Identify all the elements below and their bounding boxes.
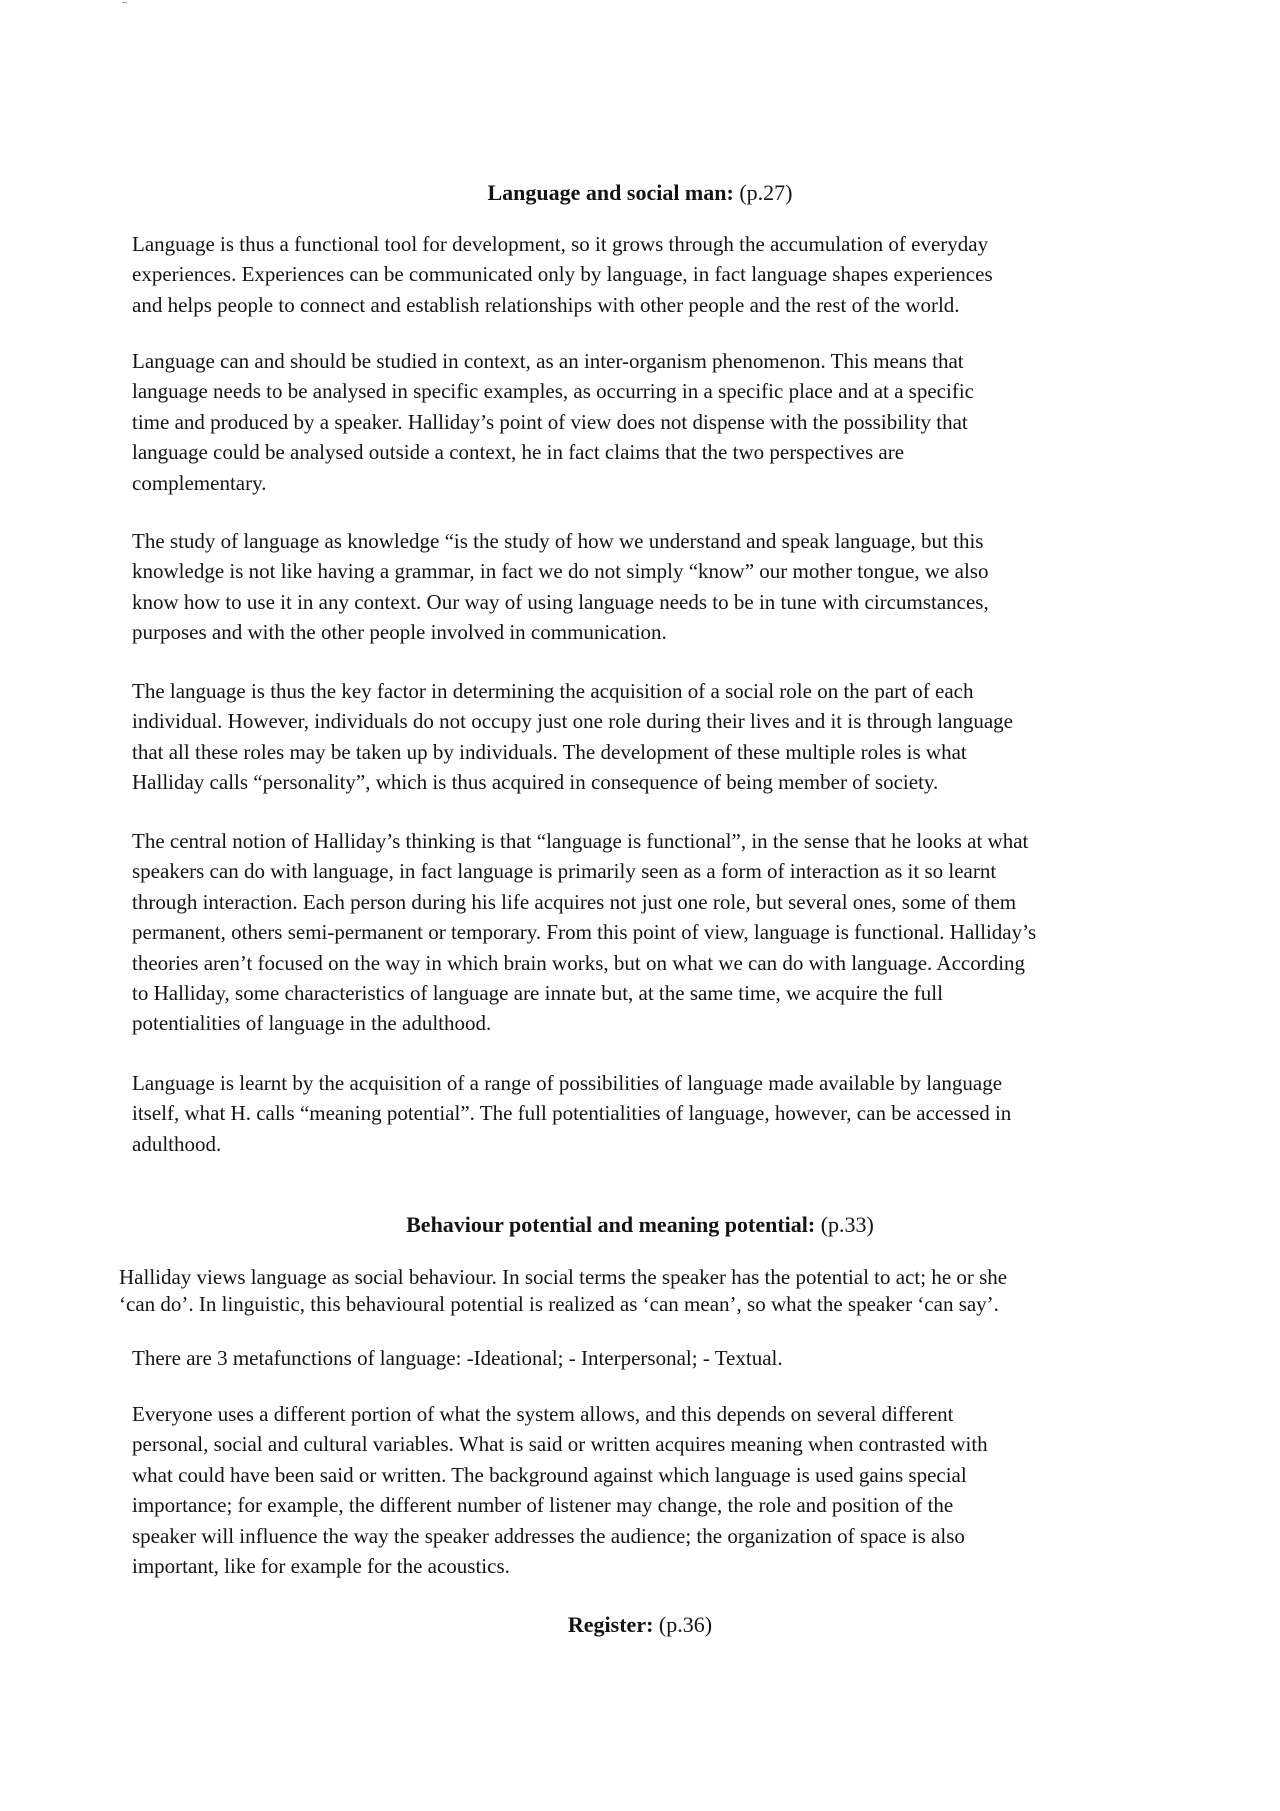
paragraph-line: ‘can do’. In linguistic, this behavioural potential is realized as ‘can mean’, so what the speaker ‘can say’. <box>119 1292 999 1316</box>
heading-page-reference: (p.36) <box>653 1612 713 1637</box>
paragraph-line: Language is learnt by the acquisition of a range of possibilities of language made available by language <box>132 1071 1003 1095</box>
paragraph-line: speakers can do with language, in fact language is primarily seen as a form of interaction as it so learnt <box>132 859 997 884</box>
paragraph-line: through interaction. Each person during his life acquires not just one role, but several ones, some of them <box>132 889 1017 914</box>
paragraph <box>132 676 1212 798</box>
paragraph <box>132 1399 1212 1581</box>
paragraph-line: language needs to be analysed in specific examples, as occurring in a specific place and at a specific <box>132 379 974 404</box>
paragraph-line: individual. However, individuals do not occupy just one role during their lives and it is through language <box>132 709 1013 734</box>
paragraph-line: theories aren’t focused on the way in which brain works, but on what we can do with language. According <box>132 950 1026 975</box>
section-heading-behaviour-potential <box>0 1210 1280 1240</box>
paragraph <box>132 229 1212 320</box>
page-corner-mark <box>122 2 127 3</box>
section-heading-register <box>0 1610 1280 1640</box>
paragraph-line: that all these roles may be taken up by individuals. The development of these multiple roles is what <box>132 739 967 764</box>
paragraph-line: The language is thus the key factor in determining the acquisition of a social role on the part of each <box>132 679 974 703</box>
paragraph <box>119 1264 1199 1318</box>
paragraph-line: complementary. <box>132 470 267 495</box>
paragraph-line: Halliday calls “personality”, which is thus acquired in consequence of being member of society. <box>132 770 939 795</box>
heading-bold-text: Register: <box>567 1612 654 1637</box>
paragraph-line: Language can and should be studied in context, as an inter-organism phenomenon. This means that <box>132 349 964 373</box>
paragraph-line: important, like for example for the acoustics. <box>132 1554 510 1579</box>
paragraph-line: adulthood. <box>132 1131 222 1156</box>
paragraph-line: purposes and with the other people involved in communication. <box>132 620 667 645</box>
paragraph-line: Everyone uses a different portion of what the system allows, and this depends on several different <box>132 1402 954 1426</box>
paragraph-line: speaker will influence the way the speaker addresses the audience; the organization of space is also <box>132 1523 965 1548</box>
paragraph <box>132 1343 1212 1373</box>
paragraph <box>132 1068 1212 1159</box>
paragraph-line: importance; for example, the different number of listener may change, the role and position of the <box>132 1493 954 1518</box>
paragraph-line: permanent, others semi-permanent or temporary. From this point of view, language is functional. Halliday’s <box>132 920 1037 945</box>
paragraph-line: Language is thus a functional tool for development, so it grows through the accumulation of everyday <box>132 232 989 256</box>
paragraph-line: know how to use it in any context. Our way of using language needs to be in tune with circumstances, <box>132 589 989 614</box>
paragraph-line: There are 3 metafunctions of language: -Ideational; - Interpersonal; - Textual. <box>132 1346 783 1370</box>
paragraph <box>132 526 1212 648</box>
paragraph-line: personal, social and cultural variables. What is said or written acquires meaning when contrasted with <box>132 1432 988 1457</box>
paragraph-line: to Halliday, some characteristics of language are innate but, at the same time, we acquire the full <box>132 981 943 1006</box>
heading-bold-text: Behaviour potential and meaning potential: <box>406 1212 816 1237</box>
paragraph <box>132 826 1212 1039</box>
heading-bold-text: Language and social man: <box>487 180 734 205</box>
paragraph-line: what could have been said or written. The background against which language is used gains special <box>132 1462 967 1487</box>
paragraph-line: knowledge is not like having a grammar, in fact we do not simply “know” our mother tongue, we also <box>132 559 989 584</box>
paragraph-line: and helps people to connect and establish relationships with other people and the rest of the world. <box>132 292 960 317</box>
paragraph-line: potentialities of language in the adulthood. <box>132 1011 492 1036</box>
section-heading-language-and-social-man <box>0 178 1280 208</box>
paragraph-line: experiences. Experiences can be communicated only by language, in fact language shapes experiences <box>132 262 993 287</box>
paragraph-line: The central notion of Halliday’s thinking is that “language is functional”, in the sense that he looks at what <box>132 829 1029 853</box>
heading-page-reference: (p.27) <box>733 180 793 205</box>
heading-page-reference: (p.33) <box>815 1212 874 1237</box>
paragraph-line: language could be analysed outside a context, he in fact claims that the two perspectives are <box>132 440 905 465</box>
paragraph-line: time and produced by a speaker. Halliday’s point of view does not dispense with the possibility that <box>132 409 968 434</box>
paragraph-line: itself, what H. calls “meaning potential”. The full potentialities of language, however, can be accessed in <box>132 1101 1012 1126</box>
paragraph <box>132 346 1212 498</box>
paragraph-line: The study of language as knowledge “is the study of how we understand and speak language, but this <box>132 529 984 553</box>
paragraph-line: Halliday views language as social behaviour. In social terms the speaker has the potential to act; he or she <box>119 1265 1008 1289</box>
